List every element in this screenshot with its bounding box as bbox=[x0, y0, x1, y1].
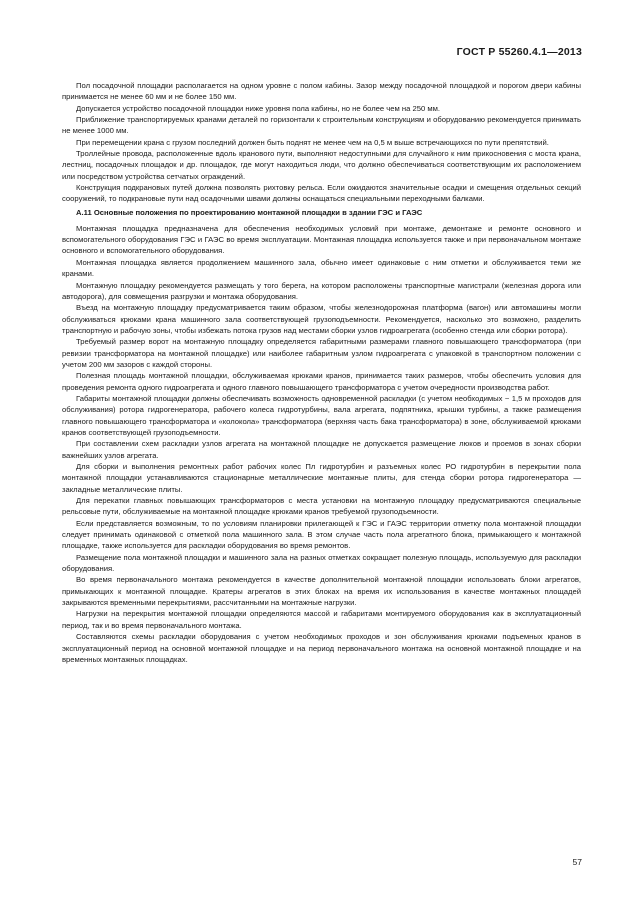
paragraph: Для перекатки главных повышающих трансформаторов с места установки на монтажную площадку предусматриваются специальные рельсовые пути, обслуживаемые на монтажной площадке крюками кранов требуемой грузоподъемности. bbox=[62, 496, 581, 517]
paragraph: Нагрузки на перекрытия монтажной площадки определяются массой и габаритами монтируемого оборудования как в эксплуатационный период, так и во время первоначального монтажа. bbox=[62, 609, 581, 630]
page-content bbox=[62, 80, 581, 665]
section-heading: А.11 Основные положения по проектированию монтажной площадки в здании ГЭС и ГАЭС bbox=[76, 207, 423, 217]
document-code: ГОСТ Р 55260.4.1—2013 bbox=[456, 46, 582, 58]
paragraph: Если представляется возможным, то по условиям планировки прилегающей к ГЭС и ГАЭС территории отметку пола монтажной площадки следует принимать одинаковой с отметкой пола машинного зала. В этом случае часть пола агрегатного блока, примыкающего к монтажной площадке, также используется для раскладки оборудования во время ремонтов. bbox=[62, 518, 581, 551]
paragraph: Троллейные провода, расположенные вдоль кранового пути, выполняют недоступными для случайного к ним прикосновения с моста крана, лестниц, посадочных площадок и др. площадок, где могут находиться люди, что должно обеспечиваться соответствующим их расположением или посредством устройства сетчатых ограждений. bbox=[62, 149, 581, 181]
paragraph: При составлении схем раскладки узлов агрегата на монтажной площадке не допускается размещение люков и проемов в зонах сборки важнейших узлов агрегата. bbox=[62, 439, 581, 460]
paragraph: Монтажная площадка является продолжением машинного зала, обычно имеет одинаковые с ним отметки и обслуживается теми же кранами. bbox=[62, 257, 581, 279]
paragraph: Полезная площадь монтажной площадки, обслуживаемая крюками кранов, принимается таких размеров, чтобы обеспечить условия для проведения ремонта одного гидроагрегата и одного главного повышающего трансформатора с учетом очередности производства работ. bbox=[62, 371, 581, 392]
paragraph: Составляются схемы раскладки оборудования с учетом необходимых проходов и зон обслуживания крюками подъемных кранов в эксплуатационный период на основной монтажной площадке и на период первоначального монтажа на основной монтажной площадке и на временных монтажных площадках. bbox=[62, 632, 581, 664]
paragraph: Пол посадочной площадки располагается на одном уровне с полом кабины. Зазор между посадочной площадкой и порогом двери кабины принимается не менее 60 мм и не более 150 мм. bbox=[62, 81, 581, 102]
paragraph: Въезд на монтажную площадку предусматривается таким образом, чтобы железнодорожная платформа (вагон) или автомашины могли обслуживаться крюками крана машинного зала соответствующей грузоподъемности. Рекомендуется, насколько это возможно, разделить транспортную и рабочую зоны, чтобы избежать потока грузов над местами сборки узлов гидроагрегата (особенно стенда или сборки ротора). bbox=[62, 303, 581, 335]
paragraph: Конструкция подкрановых путей должна позволять рихтовку рельса. Если ожидаются значительные осадки и смещения отдельных секций сооружений, то подкрановые пути над осадочными швами должны оснащаться специальными переходными балками. bbox=[62, 183, 581, 204]
paragraph: Приближение транспортируемых кранами деталей по горизонтали к строительным конструкциям и оборудованию рекомендуется принимать не менее 1000 мм. bbox=[62, 115, 581, 136]
paragraph: Допускается устройство посадочной площадки ниже уровня пола кабины, но не более чем на 250 мм. bbox=[76, 103, 441, 113]
paragraph: При перемещении крана с грузом последний должен быть поднят не менее чем на 0,5 м выше встречающихся по пути препятствий. bbox=[76, 137, 549, 147]
paragraph: Размещение пола монтажной площадки и машинного зала на разных отметках сокращает полезную площадь, используемую для раскладки оборудования. bbox=[62, 552, 581, 574]
paragraph: Требуемый размер ворот на монтажную площадку определяется габаритными размерами главного повышающего трансформатора (при ревизии трансформатора на монтажной площадке) или наиболее габаритным узлом гидроагрегата с упаковкой в транспортном положении с учетом 200 мм зазоров с каждой стороны. bbox=[62, 337, 581, 369]
paragraph: Во время первоначального монтажа рекомендуется в качестве дополнительной монтажной площадки использовать блоки агрегатов, примыкающих к монтажной площадке. Кратеры агрегатов в этих блоках на время их использования в качестве монтажных площадей закрываются временными перекрытиями, рассчитанными на монтажные нагрузки. bbox=[62, 575, 581, 608]
paragraph: Для сборки и выполнения ремонтных работ рабочих колес Пл гидротурбин и разъемных колес РО гидротурбин в перекрытии пола монтажной площадки устанавливаются стационарные металлические монтажные плиты, для стенда сборки ротора гидрогенератора — закладные металлические плиты. bbox=[62, 462, 581, 494]
paragraph: Монтажную площадку рекомендуется размещать у того берега, на котором расположены транспортные магистрали (железная дорога или автодорога), для совмещения разгрузки и монтажа оборудования. bbox=[62, 280, 581, 301]
page-number: 57 bbox=[572, 857, 582, 867]
paragraph: Монтажная площадка предназначена для обеспечения необходимых условий при монтаже, демонтаже и ремонте основного и вспомогательного оборудования ГЭС и ГАЭС во время эксплуатации. Монтажная площадка используется также и при первоначальном монтаже основного и вспомогательного оборудования. bbox=[62, 223, 581, 256]
paragraph: Габариты монтажной площадки должны обеспечивать возможность одновременной раскладки (с учетом необходимых ~ 1,5 м проходов для обслуживания) ротора гидрогенератора, рабочего колеса гидротурбины, вала агрегата, подпятника, крышки турбины, а также размещения главного повышающего трансформатора и «колокола» трансформатора (верхняя часть бака трансформатора) в зоне, обслуживаемой крюками кранов соответствующей грузоподъемности. bbox=[62, 393, 581, 437]
